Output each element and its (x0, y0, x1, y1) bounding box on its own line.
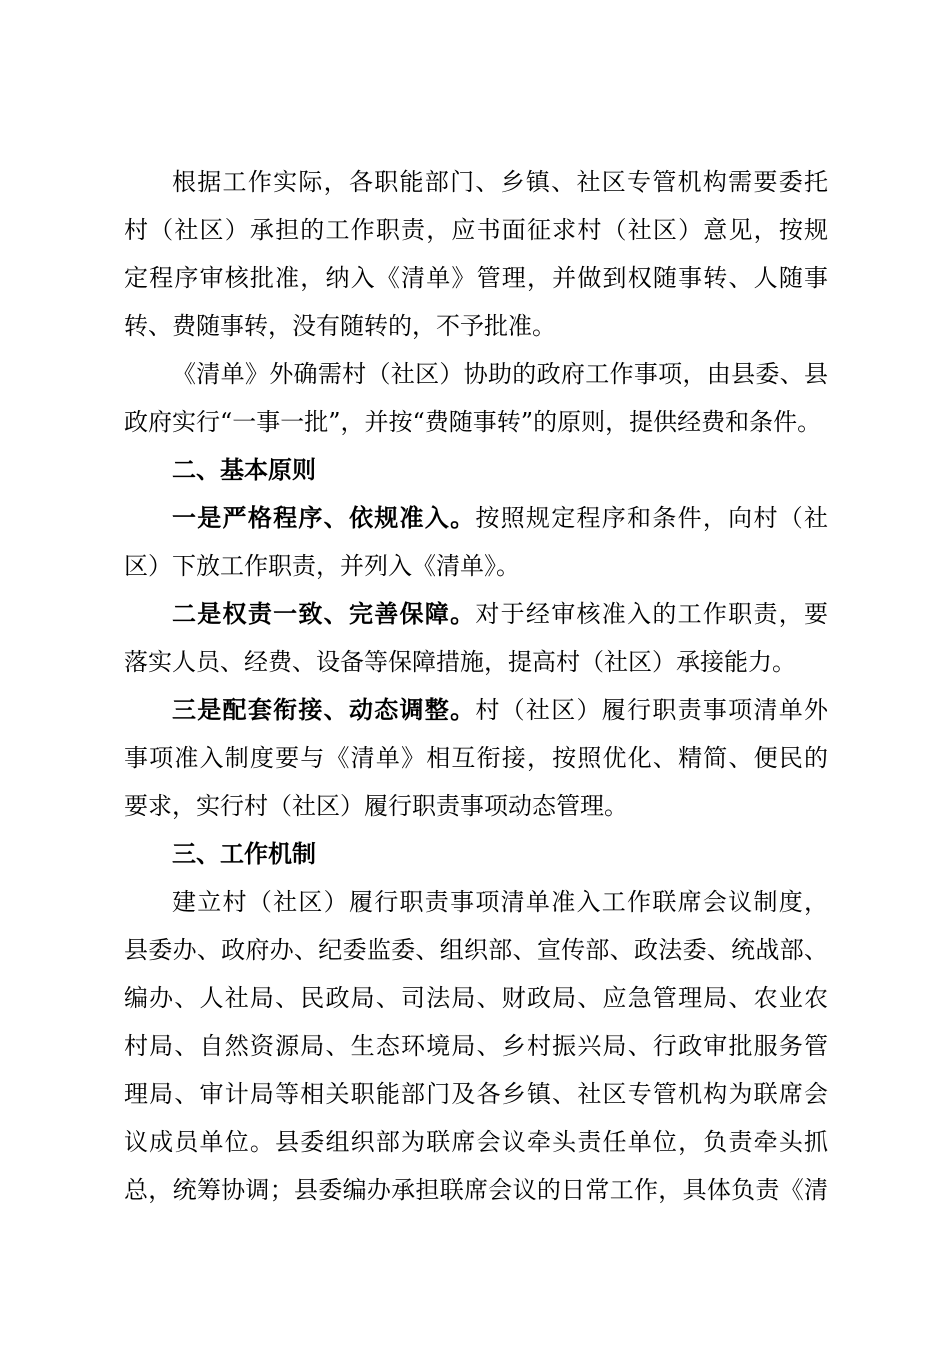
text-line: 区）下放工作职责，并列入《清单》。 (124, 552, 520, 580)
section-heading: 二、基本原则 (172, 456, 316, 484)
text-line: 建立村（社区）履行职责事项清单准入工作联席会议制度， (172, 888, 828, 916)
text-line: 落实人员、经费、设备等保障措施，提高村（社区）承接能力。 (124, 648, 796, 676)
principle-item (124, 494, 828, 590)
text-line: 根据工作实际，各职能部门、乡镇、社区专管机构需要委托 (172, 168, 828, 196)
principle-item (124, 686, 828, 830)
text-line (124, 686, 828, 734)
text-line: 事项准入制度要与《清单》相互衔接，按照优化、精简、便民的 (124, 744, 828, 772)
text-line: 议成员单位。县委组织部为联席会议牵头责任单位，负责牵头抓 (124, 1128, 828, 1156)
text-line: 《清单》外确需村（社区）协助的政府工作事项，由县委、县 (172, 360, 828, 388)
principle-lead: 二是权责一致、完善保障。 (172, 599, 476, 628)
principle-text: 村（社区）履行职责事项清单外 (475, 696, 828, 724)
principle-text: 对于经审核准入的工作职责，要 (475, 600, 828, 628)
text-line: 定程序审核批准，纳入《清单》管理，并做到权随事转、人随事 (124, 264, 828, 292)
text-line (124, 494, 828, 542)
text-line: 政府实行“一事一批”，并按“费随事转”的原则，提供经费和条件。 (124, 408, 822, 436)
principle-item (124, 590, 828, 686)
text-line: 总，统筹协调；县委编办承担联席会议的日常工作，具体负责《清 (124, 1176, 828, 1204)
paragraph (124, 158, 828, 350)
paragraph (124, 350, 828, 446)
text-line: 编办、人社局、民政局、司法局、财政局、应急管理局、农业农 (124, 984, 828, 1012)
text-line: 村局、自然资源局、生态环境局、乡村振兴局、行政审批服务管 (124, 1032, 828, 1060)
principle-lead: 一是严格程序、依规准入。 (172, 503, 476, 532)
text-line: 县委办、政府办、纪委监委、组织部、宣传部、政法委、统战部、 (124, 936, 828, 964)
principle-text: 按照规定程序和条件，向村（社 (475, 504, 828, 532)
paragraph (124, 878, 828, 1214)
text-line: 理局、审计局等相关职能部门及各乡镇、社区专管机构为联席会 (124, 1080, 828, 1108)
text-line: 转、费随事转，没有随转的，不予批准。 (124, 312, 556, 340)
section-heading: 三、工作机制 (172, 840, 316, 868)
text-line (124, 590, 828, 638)
principle-lead: 三是配套衔接、动态调整。 (172, 695, 476, 724)
text-line: 村（社区）承担的工作职责，应书面征求村（社区）意见，按规 (124, 216, 828, 244)
text-line: 要求，实行村（社区）履行职责事项动态管理。 (124, 792, 628, 820)
document-body (124, 158, 828, 1214)
